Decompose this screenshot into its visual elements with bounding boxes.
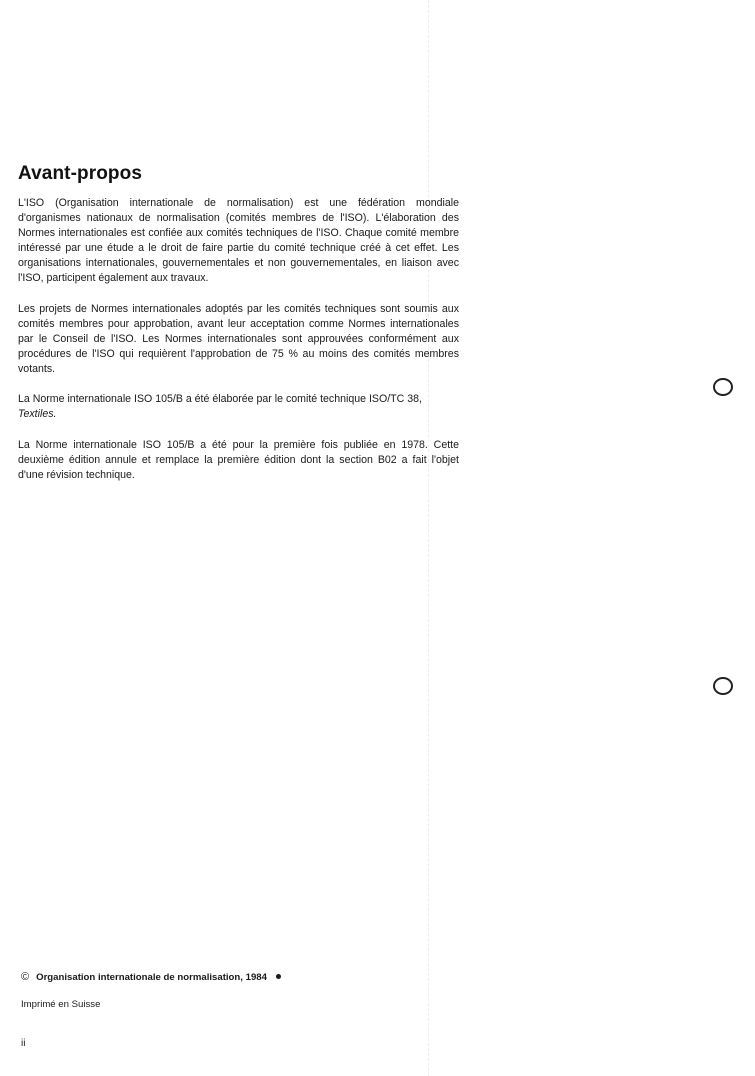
punch-hole-icon [713, 378, 733, 396]
paragraph-committee [18, 392, 459, 422]
punch-hole-icon [713, 677, 733, 695]
copyright-icon: © [21, 971, 30, 983]
paragraph-edition-history: La Norme internationale ISO 105/B a été pour la première fois publiée en 1978. Cette deuxième édition annule et remplace la première édition dont la section B02 a fait l'objet d'une révision technique. [18, 439, 459, 482]
committee-name: Textiles. [18, 408, 57, 421]
committee-text: La Norme internationale ISO 105/B a été élaborée par le comité technique ISO/TC 38, [18, 393, 422, 405]
paragraph-approval-process: Les projets de Normes internationales adoptés par les comités techniques sont soumis aux comités membres pour approbation, avant leur acceptation comme Normes internationales par le Conseil de l'ISO. Les Normes internationales sont approuvées conformément aux procédures de l'ISO qui requièrent l'approbation de 75 % au moins des comités membres votants. [18, 303, 459, 376]
scan-fold-line [428, 0, 429, 1076]
copyright-text: Organisation internationale de normalisation, 1984 [36, 972, 267, 983]
section-heading: Avant-propos [18, 163, 142, 184]
page-number: ii [21, 1038, 26, 1049]
printed-in: Imprimé en Suisse [21, 999, 101, 1010]
bullet-dot-icon [276, 974, 281, 979]
copyright-line [21, 971, 281, 983]
paragraph-iso-description: L'ISO (Organisation internationale de normalisation) est une fédération mondiale d'organismes nationaux de normalisation (comités membres de l'ISO). L'élaboration des Normes internationales est confiée aux comités techniques de l'ISO. Chaque comité membre intéressé par une étude a le droit de faire partie du comité technique créé à cet effet. Les organisations internationales, gouvernementales et non gouvernementales, en liaison avec l'ISO, participent également aux travaux. [18, 197, 459, 285]
